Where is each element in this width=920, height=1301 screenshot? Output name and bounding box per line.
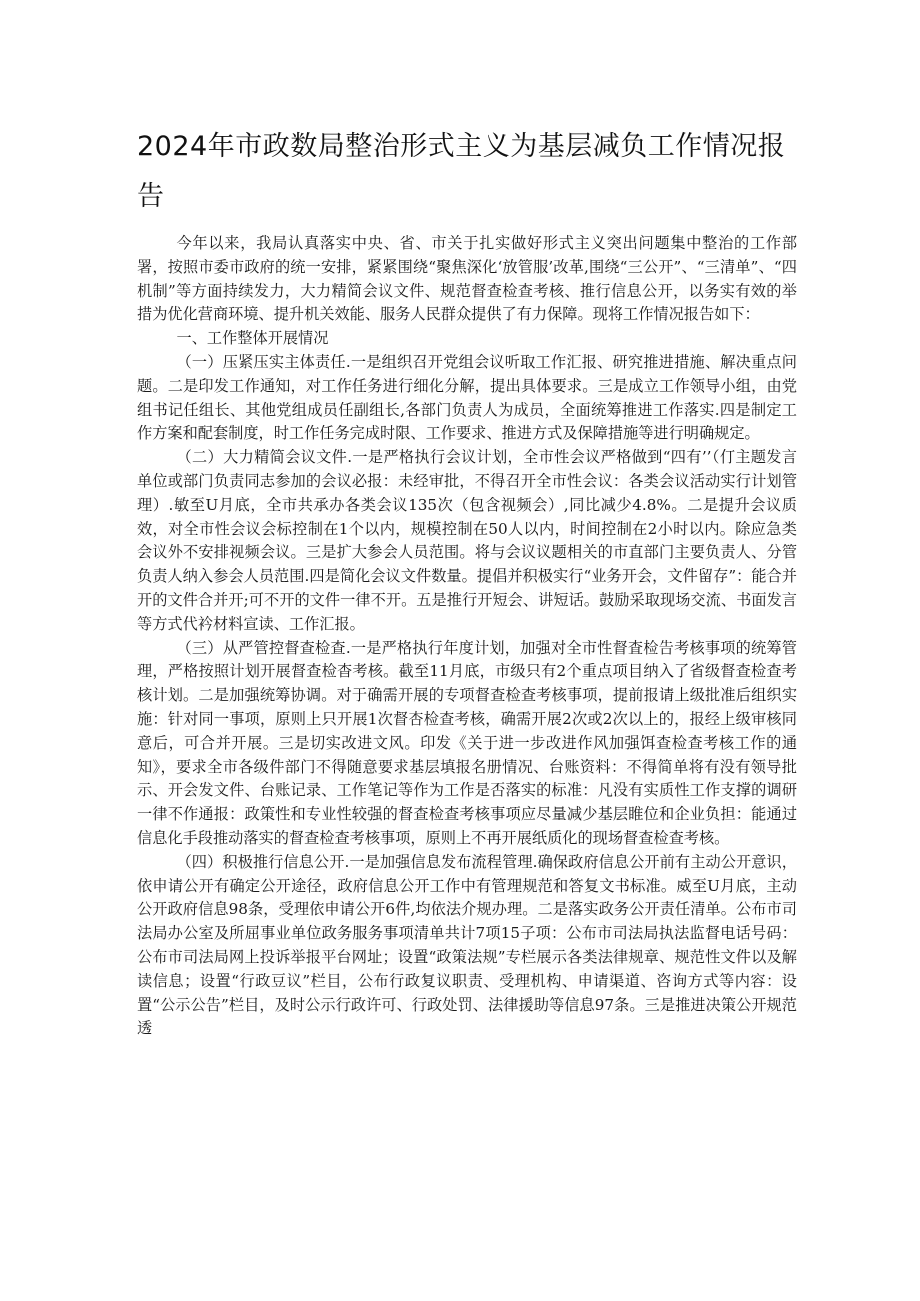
paragraph-meetings: （二）大力精简会议文件.一是严格执行会议计划，全市性会议严格做到“四有’’（仃主题发言单位或部门负责同志参加的会议必报：未经审批，不得召开全市性会议：各类会议活动实行计划管理）.敏至U月底，全市共承办各类会议135次（包含视频会）,同比减少4.8%。二是提升会议质效，对全市性会议会标控制在1个以内，规模控制在50人以内，时间控制在2小时以内。除应急类会议外不安排视频会议。三是扩大参会人员范围。将与会议议题相关的市直部门主要负责人、分管负责人纳入参会人员范围.四是简化会议文件数量。提倡并积极实行“业务开会，文件留存”：能合并开的文件合并开;可不开的文件一律不开。五是推行开短会、讲短话。鼓励采取现场交流、书面发言等方式代衿材料宣读、工作汇报。 <box>137 448 797 633</box>
document-title: 2024年市政数局整治形式主义为基层减负工作情况报告 <box>137 131 786 212</box>
paragraph-inspections: （三）从严管控督查检查.一是严格执行年度计划，加强对全市性督査检告考核事项的统筹管理，严格按照计划开展督查检杳考核。截至11月底，市级只有2个重点项目纳入了省级督查检查考核计划。二是加强统筹协调。对于确需开展的专项督查检查考核事项，提前报请上级批准后组织实施：针对同一事项，原则上只开展1次督杏检查考核，确需开展2次或2次以上的，报经上级审核同意后，可合并开展。三是切实改进文风。印发《关于进一步改进作风加强饵查检查考核工作的通知》，要求全市各级件部门不得随意要求基层填报名册情况、台账资料：不得简单将有没有领导批示、开会发文件、台账记录、工作笔记等作为工作是否落实的标准：凡没有实质性工作支撑的调研一律不作通报：政策性和专业性较强的督查检查考核事项应尽量减少基层睢位和企业负担：能通过信息化手段推动落实的督查检查考核事项，原则上不再开展纸质化的现场督查检查考核。 <box>137 638 797 847</box>
paragraph-responsibility: （一）压紧压实主体责任.一是组织召开党组会议听取工作汇报、研究推进措施、解决重点问题。二是印发工作通知，对工作任务进行细化分解，提出具体要求。三是成立工作领导小组，由党组书记任组长、其他党组成员任副组长,各部门负责人为成员，全面统筹推进工作落实.四是制定工作方案和配套制度，时工作任务完成时限、工作要求、推进方式及保障措施等进行明确规定。 <box>137 352 797 443</box>
intro-paragraph: 今年以来，我局认真落实中央、省、市关于扎实做好形式主义突出问题集中整治的工作部署，按照市委市政府的统一安排，紧紧围绕“聚焦深化‘放管服’改革,围绕“三公开”、“三清单”、“四机制”等方面持续发力，大力精简会议文件、规范督查检查考核、推行信息公开，以务实有效的举措为优化营商环境、提升机关效能、服务人民群众提供了有力保障。现将工作情况报告如下： <box>137 234 797 324</box>
paragraph-disclosure: （四）积极推行信息公开.一是加强信息发布流程管理.确保政府信息公开前有主动公开意识，依申请公开有确定公开途径，政府信息公开工作中有管理规范和答复文书标准。威至U月底，主动公开政府信息98条，受理依申请公开6件,均依法介规办理。二是落实政务公开责任清单。公布市司法局办公室及所屈事业单位政务服务事项清单共计7项15子项：公布市司法局执法监督电话号码：公布市司法局网上投诉举报平台网址；设置“政策法规”专栏展示各类法律规章、规范性文件以及解读信息；设置“行政豆议”栏目，公布行政复议职责、受理机构、申请渠道、咨询方式等内容：设置“公示公告”栏目，及时公示行政许可、行政处罚、法律援助等信息97条。三是推进决策公开规范透 <box>137 852 797 1038</box>
section-heading-1: 一、工作整体开展情况 <box>176 329 329 348</box>
document-body <box>137 232 797 1041</box>
